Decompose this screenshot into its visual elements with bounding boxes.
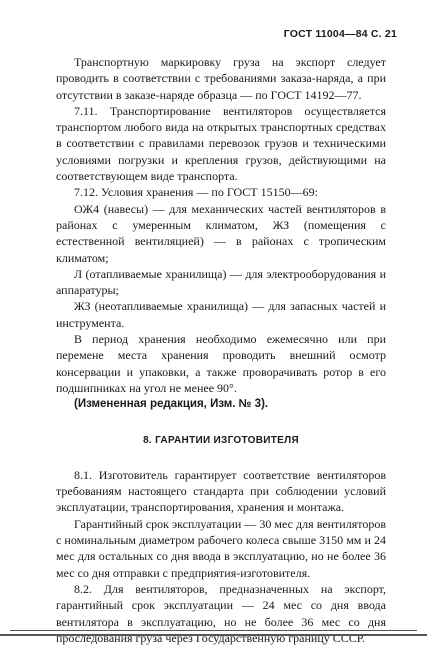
- paragraph-8-2-export-warranty: 8.2. Для вентиляторов, предназначенных на экспорт, гарантийный срок эксплуатации — 24 мес со дня ввода вентилятора в эксплуатацию, но не более 36 мес со дня проследования груза через Государственную границу СССР.: [56, 581, 386, 645]
- running-header: ГОСТ 11004—84 С. 21: [283, 28, 397, 40]
- paragraph-storage-l: Л (отапливаемые хранилища) — для электрооборудования и аппаратуры;: [56, 266, 386, 298]
- section-title-warranty: 8. ГАРАНТИИ ИЗГОТОВИТЕЛЯ: [143, 434, 299, 446]
- paragraph-storage-inspection: В период хранения необходимо ежемесячно или при перемене места хранения проводить внешний осмотр консервации и упаковки, а также проворачивать ротор в его подшипниках на угол не менее 90°.: [56, 332, 386, 395]
- paragraph-export-marking: Транспортную маркировку груза на экспорт следует проводить в соответствии с требованиями заказа-наряда, а при отсутствии в заказе-наряде образца — по ГОСТ 14192—77.: [56, 55, 386, 102]
- amendment-note: (Измененная редакция, Изм. № 3).: [74, 398, 269, 411]
- paragraph-storage-zh3: ЖЗ (неотапливаемые хранилища) — для запасных частей и инструмента.: [56, 299, 386, 330]
- paragraph-7-12-storage: 7.12. Условия хранения — по ГОСТ 15150—69:: [74, 185, 318, 200]
- paragraph-warranty-period: Гарантийный срок эксплуатации — 30 мес для вентиляторов с номинальным диаметром рабочего колеса свыше 3150 мм и 24 мес для остальных со дня ввода в эксплуатацию, но не более 36 мес со дня отправки с предприятия-изготовителя.: [56, 516, 386, 580]
- paragraph-8-1-warranty: 8.1. Изготовитель гарантирует соответствие вентиляторов требованиям настоящего стандарта при соблюдении условий эксплуатации, транспортирования, хранения и монтажа.: [56, 467, 386, 515]
- paragraph-7-11-transport: 7.11. Транспортирование вентиляторов осуществляется транспортом любого вида на открытых транспортных средствах в соответствии с правилами перевозок грузов и техническими условиями погрузки и крепления грузов, действующими на соответствующем виде транспорта.: [56, 103, 386, 184]
- bottom-rule: [10, 630, 417, 631]
- bottom-rule-thick: [0, 634, 427, 636]
- paragraph-storage-ozh4: ОЖ4 (навесы) — для механических частей вентиляторов в районах с умеренным климатом, ЖЗ (помещения с естественной вентиляцией) — в районах с тропическим климатом;: [56, 201, 386, 265]
- document-body: [56, 54, 386, 646]
